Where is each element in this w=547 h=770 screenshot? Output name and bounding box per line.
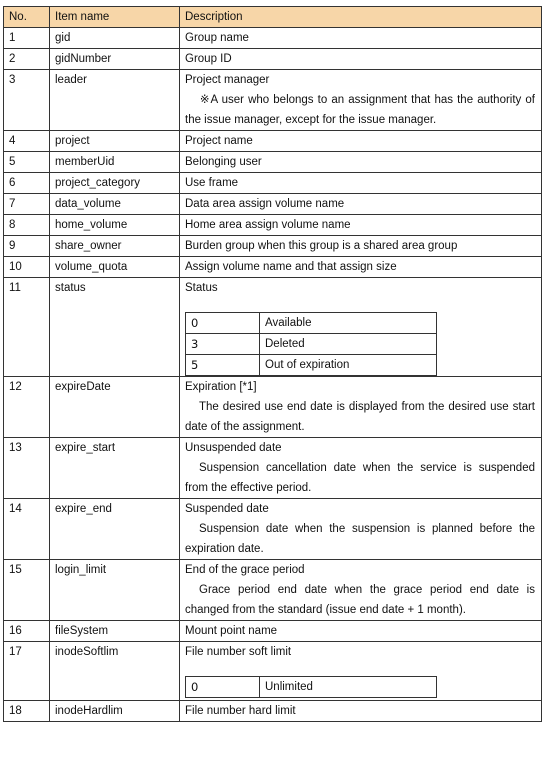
- row-note-text: Grace period end date when the grace period end date is changed from the standard (issue end date + 1 month).: [185, 584, 535, 616]
- row-description: Suspended date: [185, 503, 269, 515]
- table-row: [4, 257, 542, 278]
- table-row: [4, 236, 542, 257]
- row-no: 6: [4, 173, 50, 194]
- row-item-name: status: [50, 278, 180, 377]
- row-description: Data area assign volume name: [180, 194, 542, 215]
- row-no: 4: [4, 131, 50, 152]
- row-note-text: ※A user who belongs to an assignment that has the authority of the issue manager, except for the issue manager.: [185, 94, 535, 126]
- row-no: 13: [4, 438, 50, 499]
- table-row: [4, 377, 542, 438]
- row-item-name: data_volume: [50, 194, 180, 215]
- row-description: End of the grace period: [185, 564, 305, 576]
- code-row: [186, 355, 437, 376]
- table-row: [4, 152, 542, 173]
- row-description-cell: [180, 642, 542, 701]
- table-row: [4, 194, 542, 215]
- row-item-name: project: [50, 131, 180, 152]
- row-no: 1: [4, 28, 50, 49]
- row-item-name: gidNumber: [50, 49, 180, 70]
- code-label: Out of expiration: [260, 355, 437, 376]
- table-header-row: [4, 7, 542, 28]
- code-value: 5: [186, 355, 260, 376]
- row-no: 3: [4, 70, 50, 131]
- row-description: Group name: [180, 28, 542, 49]
- attribute-table: [3, 6, 542, 722]
- row-description: Belonging user: [180, 152, 542, 173]
- row-description-cell: [180, 499, 542, 560]
- table-row: [4, 215, 542, 236]
- row-item-name: gid: [50, 28, 180, 49]
- status-code-table: [185, 312, 437, 376]
- row-description: Mount point name: [180, 621, 542, 642]
- row-item-name: home_volume: [50, 215, 180, 236]
- code-row: [186, 334, 437, 355]
- row-item-name: expire_start: [50, 438, 180, 499]
- row-no: 15: [4, 560, 50, 621]
- row-no: 17: [4, 642, 50, 701]
- row-no: 9: [4, 236, 50, 257]
- row-note-text: Suspension cancellation date when the service is suspended from the effective period.: [185, 462, 535, 494]
- row-description: Project manager: [185, 74, 270, 86]
- table-row: [4, 28, 542, 49]
- row-description-cell: [180, 70, 542, 131]
- row-item-name: expireDate: [50, 377, 180, 438]
- row-no: 14: [4, 499, 50, 560]
- code-label: Available: [260, 313, 437, 334]
- row-description: Project name: [180, 131, 542, 152]
- header-no: No.: [4, 7, 50, 28]
- row-description-cell: [180, 438, 542, 499]
- table-row: [4, 560, 542, 621]
- row-no: 10: [4, 257, 50, 278]
- row-item-name: share_owner: [50, 236, 180, 257]
- row-description: Home area assign volume name: [180, 215, 542, 236]
- row-note: [185, 458, 541, 498]
- row-item-name: project_category: [50, 173, 180, 194]
- row-description-cell: [180, 377, 542, 438]
- table-row: [4, 278, 542, 377]
- row-no: 2: [4, 49, 50, 70]
- row-description: Expiration [*1]: [185, 381, 257, 393]
- header-item-name: Item name: [50, 7, 180, 28]
- row-note-text: The desired use end date is displayed from the desired use start date of the assignment.: [185, 401, 535, 433]
- table-row: [4, 49, 542, 70]
- row-no: 11: [4, 278, 50, 377]
- code-value: 0: [186, 677, 260, 698]
- code-row: [186, 313, 437, 334]
- soft-limit-code-table: [185, 676, 437, 698]
- table-row: [4, 173, 542, 194]
- row-no: 16: [4, 621, 50, 642]
- row-item-name: volume_quota: [50, 257, 180, 278]
- table-row: [4, 70, 542, 131]
- row-description: Use frame: [180, 173, 542, 194]
- row-no: 8: [4, 215, 50, 236]
- row-note-text: Suspension date when the suspension is planned before the expiration date.: [185, 523, 535, 555]
- row-description: Group ID: [180, 49, 542, 70]
- row-item-name: memberUid: [50, 152, 180, 173]
- code-value: 0: [186, 313, 260, 334]
- row-note: [185, 580, 541, 620]
- row-item-name: leader: [50, 70, 180, 131]
- row-description: File number hard limit: [180, 701, 542, 722]
- row-description: Unsuspended date: [185, 442, 282, 454]
- row-description-cell: [180, 560, 542, 621]
- row-description: Status: [185, 282, 218, 294]
- row-description-cell: [180, 278, 542, 377]
- row-no: 7: [4, 194, 50, 215]
- header-description: Description: [180, 7, 542, 28]
- row-item-name: fileSystem: [50, 621, 180, 642]
- row-item-name: expire_end: [50, 499, 180, 560]
- code-label: Unlimited: [260, 677, 437, 698]
- code-value: 3: [186, 334, 260, 355]
- table-row: [4, 131, 542, 152]
- code-label: Deleted: [260, 334, 437, 355]
- code-row: [186, 677, 437, 698]
- row-no: 18: [4, 701, 50, 722]
- row-description: Burden group when this group is a shared area group: [180, 236, 542, 257]
- table-row: [4, 438, 542, 499]
- row-description: Assign volume name and that assign size: [180, 257, 542, 278]
- table-row: [4, 642, 542, 701]
- row-item-name: inodeHardlim: [50, 701, 180, 722]
- table-row: [4, 621, 542, 642]
- table-row: [4, 499, 542, 560]
- row-no: 5: [4, 152, 50, 173]
- row-item-name: inodeSoftlim: [50, 642, 180, 701]
- table-row: [4, 701, 542, 722]
- row-description: File number soft limit: [185, 646, 292, 658]
- row-item-name: login_limit: [50, 560, 180, 621]
- row-no: 12: [4, 377, 50, 438]
- row-note: [185, 90, 541, 130]
- row-note: [185, 519, 541, 559]
- row-note: [185, 397, 541, 437]
